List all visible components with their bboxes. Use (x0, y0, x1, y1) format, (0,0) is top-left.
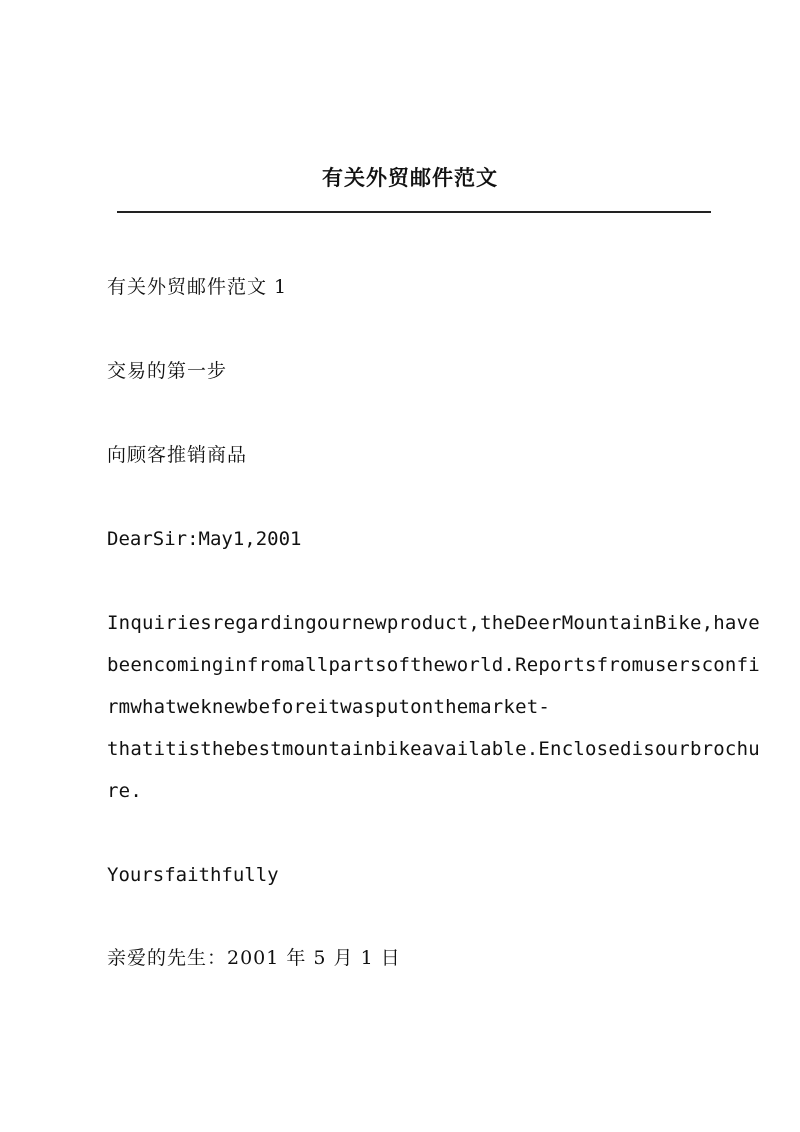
body-line: rmwhatweknewbeforeitwasputonthemarket- (107, 696, 551, 718)
body-line: Inquiriesregardingournewproduct,theDeerMountainBike,have (107, 612, 760, 634)
body-line: re. (107, 780, 142, 802)
closing: Yoursfaithfully (107, 864, 279, 886)
document-title: 有关外贸邮件范文 (322, 165, 498, 190)
section-heading: 有关外贸邮件范文 1 (107, 276, 288, 298)
chinese-salutation: 亲爱的先生：2001 年 5 月 1 日 (107, 947, 401, 969)
subtitle-promote-goods: 向顾客推销商品 (107, 444, 248, 466)
title-underline (117, 211, 711, 213)
subtitle-first-step: 交易的第一步 (107, 360, 228, 382)
body-line: beencominginfromallpartsoftheworld.Reportsfromusersconfi (107, 654, 760, 676)
salutation-date: DearSir:May1,2001 (107, 528, 302, 550)
body-line: thatitisthebestmountainbikeavailable.Enclosedisourbrochu (107, 738, 760, 760)
